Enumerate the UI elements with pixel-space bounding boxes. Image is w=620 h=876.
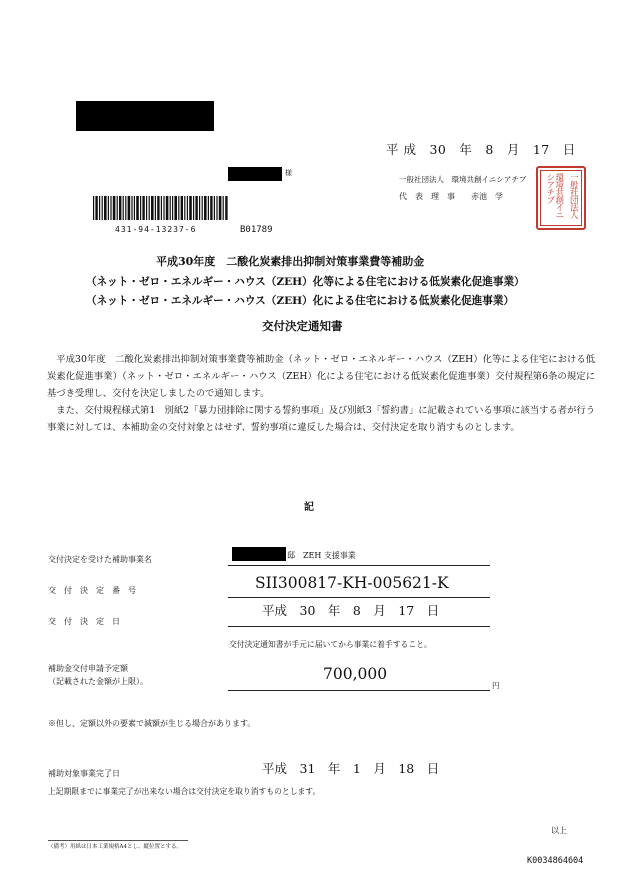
official-seal-stamp xyxy=(536,166,586,230)
project-name-label: 交付決定を受けた補助事業名 xyxy=(48,555,152,564)
document-heading: 交付決定通知書 xyxy=(262,319,343,333)
barcode-graphic xyxy=(93,196,228,220)
subsidy-amount-unit: 円 xyxy=(492,681,500,690)
recipient-suffix: 様 xyxy=(285,169,292,177)
title-line-2: （ネット・ゼロ・エネルギー・ハウス（ZEH）化等による住宅における低炭素化促進事業） xyxy=(86,276,525,288)
notice-paragraph-2: また、交付規程様式第1 別紙2「暴力団排除に関する誓約事項」及び別紙3「誓約書」に記載されている事項に該当する者が行う事業に対しては、本補助金の交付対象とはせず、誓約事項に違反した場合は、交付決定を取り消すものとします。 xyxy=(47,405,595,433)
issuer-representative: 代 表 理 事 赤池 学 xyxy=(399,192,503,201)
document-code: B01789 xyxy=(240,225,273,235)
document-id: K0034864604 xyxy=(527,856,584,866)
project-name-underline xyxy=(228,565,490,566)
subsidy-amount-sublabel: （記載された金額が上限）。 xyxy=(48,677,148,686)
subsidy-amount-underline xyxy=(228,690,490,691)
decision-date-underline xyxy=(228,626,490,627)
redacted-project-name xyxy=(232,547,286,561)
subsidy-amount-label: 補助金交付申請予定額 xyxy=(48,664,128,673)
redacted-recipient-name xyxy=(228,167,282,181)
redacted-addressee-block xyxy=(76,101,214,131)
stamp-column-1: 一般社団法人 xyxy=(568,173,579,218)
decision-date: 平成 30 年 8 月 17 日 xyxy=(262,603,440,618)
title-line-1: 平成30年度 二酸化炭素排出抑制対策事業費等補助金 xyxy=(156,255,425,268)
completion-date-label: 補助対象事業完了日 xyxy=(48,769,120,778)
decision-number-label: 交 付 決 定 番 号 xyxy=(48,586,136,595)
barcode-number: 431-94-13237-6 xyxy=(115,225,197,234)
paper-format-remark: （備考）用紙は日本工業規格A4とし、縦位置とする。 xyxy=(48,844,182,850)
issue-date: 平 成 30 年 8 月 17 日 xyxy=(386,142,576,157)
notice-body xyxy=(47,351,595,436)
completion-date: 平成 31 年 1 月 18 日 xyxy=(262,761,440,776)
start-instruction-note: 交付決定通知書が手元に届いてから事業に着手すること。 xyxy=(229,640,432,649)
project-name-suffix: 邸 ZEH 支援事業 xyxy=(287,551,356,560)
decision-date-label: 交 付 決 定 日 xyxy=(48,617,120,626)
reduction-note: ※但し、定額以外の要素で減額が生じる場合があります。 xyxy=(48,719,256,728)
issuer-organization: 一般社団法人 環境共創イニシアチブ xyxy=(399,175,527,184)
notice-paragraph-1: 平成30年度 二酸化炭素排出抑制対策事業費等補助金（ネット・ゼロ・エネルギー・ハウス（ZEH）化等による住宅における低炭素化促進事業）（ネット・ゼロ・エネルギー・ハウス（ZEH）化による住宅における低炭素化促進事業）交付規程第6条の規定に基づき受理し、交付を決定しましたので通知します。 xyxy=(47,354,595,399)
title-line-3: （ネット・ゼロ・エネルギー・ハウス（ZEH）化による住宅における低炭素化促進事業） xyxy=(86,295,515,307)
stamp-column-2: 環境共創イニシアチブ xyxy=(544,173,564,218)
decision-number-underline xyxy=(228,597,490,598)
completion-deadline-note: 上記期限までに事業完了が出来ない場合は交付決定を取り消すものとします。 xyxy=(48,787,321,796)
decision-number: SII300817-KH-005621-K xyxy=(255,574,449,592)
footer-divider xyxy=(48,840,188,841)
closing-mark: 以上 xyxy=(551,826,567,835)
subsidy-amount: 700,000 xyxy=(323,665,388,683)
ki-heading: 記 xyxy=(304,502,314,513)
